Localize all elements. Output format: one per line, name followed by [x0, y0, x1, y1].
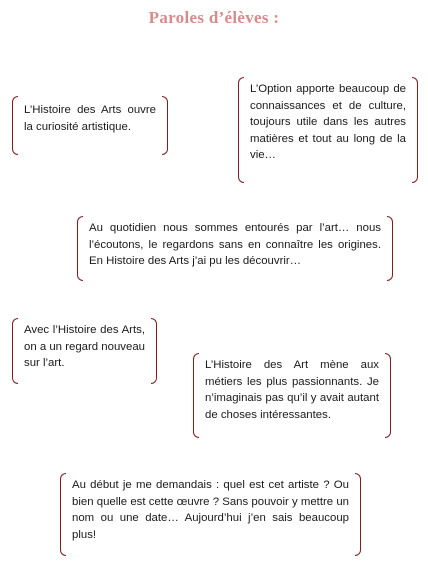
bracket-left [238, 77, 244, 183]
quote-text: Au quotidien nous sommes entourés par l’art… nous l’écoutons, le regardons sans en connaître les origines. En Histoire des Arts j’ai pu les découvrir… [89, 222, 381, 267]
quote-text: Avec l’Histoire des Arts, on a un regard nouveau sur l’art. [24, 324, 145, 369]
quote-text: L’Histoire des Arts ouvre la curiosité artistique. [24, 104, 156, 133]
quote-quotidien [77, 216, 393, 281]
bracket-right [412, 77, 418, 183]
bracket-left [193, 353, 199, 438]
bracket-right [385, 353, 391, 438]
bracket-left [12, 96, 18, 155]
bracket-right [355, 473, 361, 556]
bracket-left [12, 318, 18, 384]
page-title: Paroles d’élèves : [148, 8, 280, 27]
quote-text: L’Histoire des Art mène aux métiers les plus passionnants. Je n’imaginais pas qu’il y avait autant de choses intéressantes. [205, 359, 379, 421]
bracket-right [387, 216, 393, 281]
bracket-left [60, 473, 66, 556]
quote-regard [12, 318, 157, 384]
quote-option [238, 77, 418, 183]
quote-text: Au début je me demandais : quel est cet artiste ? Ou bien quelle est cette œuvre ? Sans pouvoir y mettre un nom ou une date… Aujourd’hui j’en sais beaucoup plus! [72, 479, 349, 541]
quote-text: L’Option apporte beaucoup de connaissances et de culture, toujours utile dans les autres matières et tout au long de la vie… [250, 83, 406, 161]
bracket-right [151, 318, 157, 384]
quote-metiers [193, 353, 391, 438]
bracket-right [162, 96, 168, 155]
quote-debut [60, 473, 361, 556]
quote-curiosity [12, 96, 168, 155]
bracket-left [77, 216, 83, 281]
